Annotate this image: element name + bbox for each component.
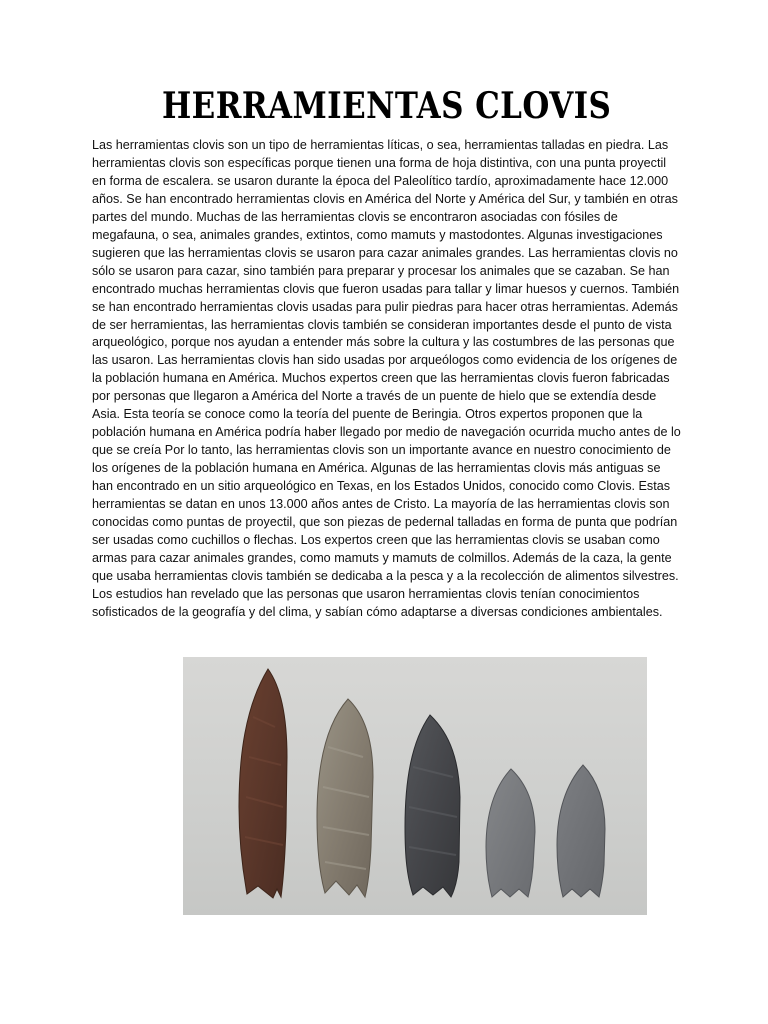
page-title: HERRAMIENTAS CLOVIS (162, 85, 612, 127)
clovis-points-photo (183, 657, 647, 915)
body-paragraph: Las herramientas clovis son un tipo de herramientas líticas, o sea, herramientas talladas en piedra. Las herramientas clovis son específicas porque tienen una forma de hoja distintiva, con una punta proyectil en forma de escalera. se usaron durante la época del Paleolítico tardío, aproximadamente hace 12.000 años. Se han encontrado herramientas clovis en América del Norte y América del Sur, y también en otras partes del mundo. Muchas de las herramientas clovis se encontraron asociadas con fósiles de megafauna, o sea, animales grandes, extintos, como mamuts y mastodontes. Algunas investigaciones sugieren que las herramientas clovis se usaron para cazar animales grandes. Las herramientas clovis no sólo se usaron para cazar, sino también para preparar y procesar los animales que se cazaban. Se han encontrado muchas herramientas clovis que fueron usadas para tallar y limar huesos y cuernos. También se han encontrado herramientas clovis usadas para pulir piedras para hacer otras herramientas. Además de ser herramientas, las herramientas clovis también se consideran importantes desde el punto de vista arqueológico, porque nos ayudan a entender más sobre la cultura y las costumbres de las personas que las usaron. Las herramientas clovis han sido usadas por arqueólogos como evidencia de los orígenes de la población humana en América. Muchos expertos creen que las herramientas clovis fueron fabricadas por personas que llegaron a América del Norte a través de un puente de hielo que se extendía desde Asia. Esta teoría se conoce como la teoría del puente de Beringia. Otros expertos proponen que la población humana en América podría haber llegado por medio de navegación ocurrida mucho antes de lo que se creía Por lo tanto, las herramientas clovis son un importante avance en nuestro conocimiento de los orígenes de la población humana en América. Algunas de las herramientas clovis más antiguas se han encontrado en un sitio arqueológico en Texas, en los Estados Unidos, conocido como Clovis. Estas herramientas se datan en unos 13.000 años antes de Cristo. La mayoría de las herramientas clovis son conocidas como puntas de proyectil, que son piezas de pedernal talladas en forma de punta que podrían ser usadas como cuchillos o flechas. Los expertos creen que las herramientas clovis se usaban como armas para cazar animales grandes, como mamuts y mamuts de colmillos. Además de la caza, la gente que usaba herramientas clovis también se dedicaba a la pesca y a la recolección de alimentos silvestres. Los estudios han revelado que las personas que usaron herramientas clovis tenían conocimientos sofisticados de la geografía y del clima, y sabían cómo adaptarse a diversas condiciones ambientales. (92, 138, 681, 619)
small-gray-point-1 (486, 769, 535, 897)
gray-brown-point (317, 699, 373, 897)
reddish-brown-point (239, 669, 287, 898)
dark-gray-point (405, 715, 460, 897)
small-gray-point-2 (557, 765, 605, 897)
